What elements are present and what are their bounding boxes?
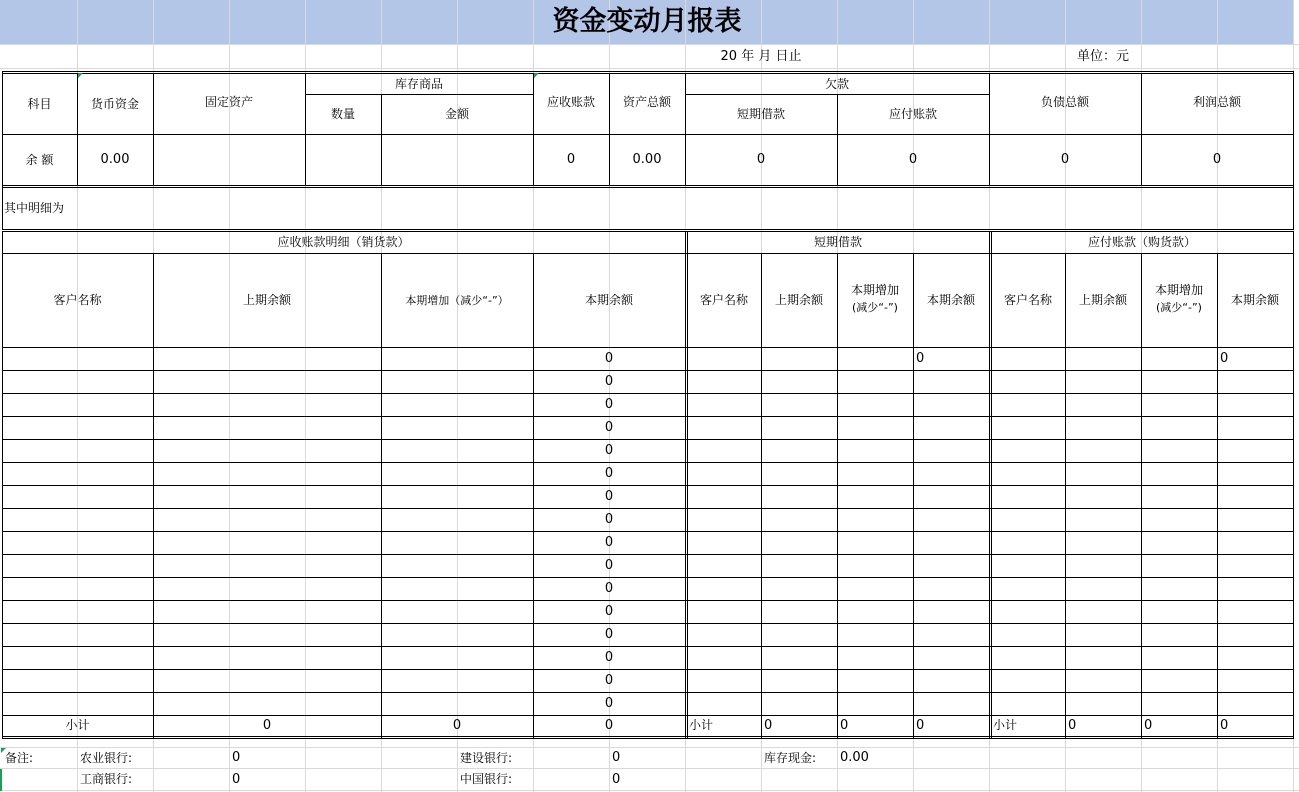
subtotal-payable-prev[interactable]: 0 [1068,718,1077,733]
loan-first-current[interactable]: 0 [916,351,925,366]
balance-fixed-assets[interactable] [153,135,305,185]
receivable-current-cell[interactable]: 0 [604,696,614,711]
section-short-loan: 短期借款 [813,235,862,249]
col-receivable-increase: 本期增加（减少“-”） [405,294,509,307]
header-fixed-assets: 固定资产 [204,95,253,109]
subtotal-loan-increase[interactable]: 0 [840,718,849,733]
col-loan-customer: 客户名称 [699,293,748,307]
icbc-value[interactable]: 0 [232,772,241,787]
balance-cash[interactable]: 0.00 [100,152,130,167]
header-short-loan: 短期借款 [736,107,785,121]
col-loan-increase-line1: 本期增加 [850,283,899,297]
header-inventory-amount: 金额 [444,107,469,121]
agri-bank-label: 农业银行: [80,751,133,765]
agri-bank-value[interactable]: 0 [232,750,241,765]
balance-receivable[interactable]: 0 [566,152,576,167]
notes-label: 备注: [5,751,34,765]
subtotal-receivable-increase[interactable]: 0 [452,718,462,733]
col-payable-increase [1141,281,1217,321]
col-receivable-customer: 客户名称 [53,293,102,307]
header-inventory: 库存商品 [394,77,443,91]
balance-total-assets[interactable]: 0.00 [632,152,662,167]
col-payable-increase-line2: (减少“-”) [1156,301,1202,314]
receivable-current-cell[interactable]: 0 [604,397,614,412]
ccb-value[interactable]: 0 [612,750,621,765]
header-debt: 欠款 [824,77,849,91]
receivable-current-cell[interactable]: 0 [604,535,614,550]
receivable-current-cell[interactable]: 0 [604,627,614,642]
balance-payable[interactable]: 0 [908,152,918,167]
subtotal-loan-label: 小计 [689,718,714,732]
cash-on-hand-value[interactable]: 0.00 [840,750,869,765]
col-payable-increase-line1: 本期增加 [1154,283,1203,297]
ccb-label: 建设银行: [460,751,513,765]
subtotal-payable-current[interactable]: 0 [1220,718,1229,733]
date-line: 20 年 月 日止 [720,49,802,64]
header-total-liabilities: 负债总额 [1040,95,1089,109]
balance-total-liabilities[interactable]: 0 [1060,152,1070,167]
header-cash: 货币资金 [90,97,139,111]
col-receivable-prev-balance: 上期余额 [242,293,291,307]
subtotal-payable-label: 小计 [993,718,1018,732]
balance-inventory-amount[interactable] [381,135,533,185]
balance-inventory-qty[interactable] [305,135,381,185]
row-selection-marker [0,769,2,791]
subtotal-receivable-current[interactable]: 0 [604,718,614,733]
subtotal-loan-prev[interactable]: 0 [764,718,773,733]
section-receivable-detail: 应收账款明细（销货款） [277,235,410,249]
col-payable-customer: 客户名称 [1003,293,1052,307]
unit-label: 单位：元 [1077,49,1130,64]
detail-label: 其中明细为 [4,201,65,215]
col-loan-current-balance: 本期余额 [926,293,975,307]
receivable-current-cell[interactable]: 0 [604,420,614,435]
col-receivable-current-balance: 本期余额 [584,293,633,307]
subtotal-receivable-prev[interactable]: 0 [262,718,272,733]
receivable-current-cell[interactable]: 0 [604,351,614,366]
payable-first-current[interactable]: 0 [1220,351,1229,366]
receivable-current-cell[interactable]: 0 [604,374,614,389]
boc-label: 中国银行: [460,772,513,786]
col-payable-current-balance: 本期余额 [1230,293,1279,307]
section-payable-detail: 应付账款（购货款） [1087,235,1196,249]
header-subject: 科目 [27,97,52,111]
boc-value[interactable]: 0 [612,772,621,787]
receivable-current-cell[interactable]: 0 [604,650,614,665]
receivable-current-cell[interactable]: 0 [604,489,614,504]
col-loan-increase [837,281,913,321]
balance-total-profit[interactable]: 0 [1212,152,1222,167]
subtotal-loan-current[interactable]: 0 [916,718,925,733]
header-payable: 应付账款 [888,107,937,121]
report-title: 资金变动月报表 [552,6,742,37]
balance-short-loan[interactable]: 0 [756,152,766,167]
receivable-current-cell[interactable]: 0 [604,558,614,573]
subtotal-receivable-label: 小计 [65,718,90,732]
icbc-label: 工商银行: [80,772,133,786]
header-total-profit: 利润总额 [1192,95,1241,109]
receivable-current-cell[interactable]: 0 [604,443,614,458]
header-total-assets: 资产总额 [622,95,671,109]
receivable-current-cell[interactable]: 0 [604,512,614,527]
receivable-current-cell[interactable]: 0 [604,466,614,481]
header-receivable: 应收账款 [546,95,595,109]
col-loan-increase-line2: (减少“-”) [852,301,898,314]
col-payable-prev-balance: 上期余额 [1078,293,1127,307]
receivable-current-cell[interactable]: 0 [604,581,614,596]
subtotal-payable-increase[interactable]: 0 [1144,718,1153,733]
balance-label: 余 额 [25,153,54,167]
header-inventory-qty: 数量 [330,107,355,121]
receivable-current-cell[interactable]: 0 [604,604,614,619]
receivable-current-cell[interactable]: 0 [604,673,614,688]
cash-on-hand-label: 库存现金: [764,751,817,765]
col-loan-prev-balance: 上期余额 [774,293,823,307]
